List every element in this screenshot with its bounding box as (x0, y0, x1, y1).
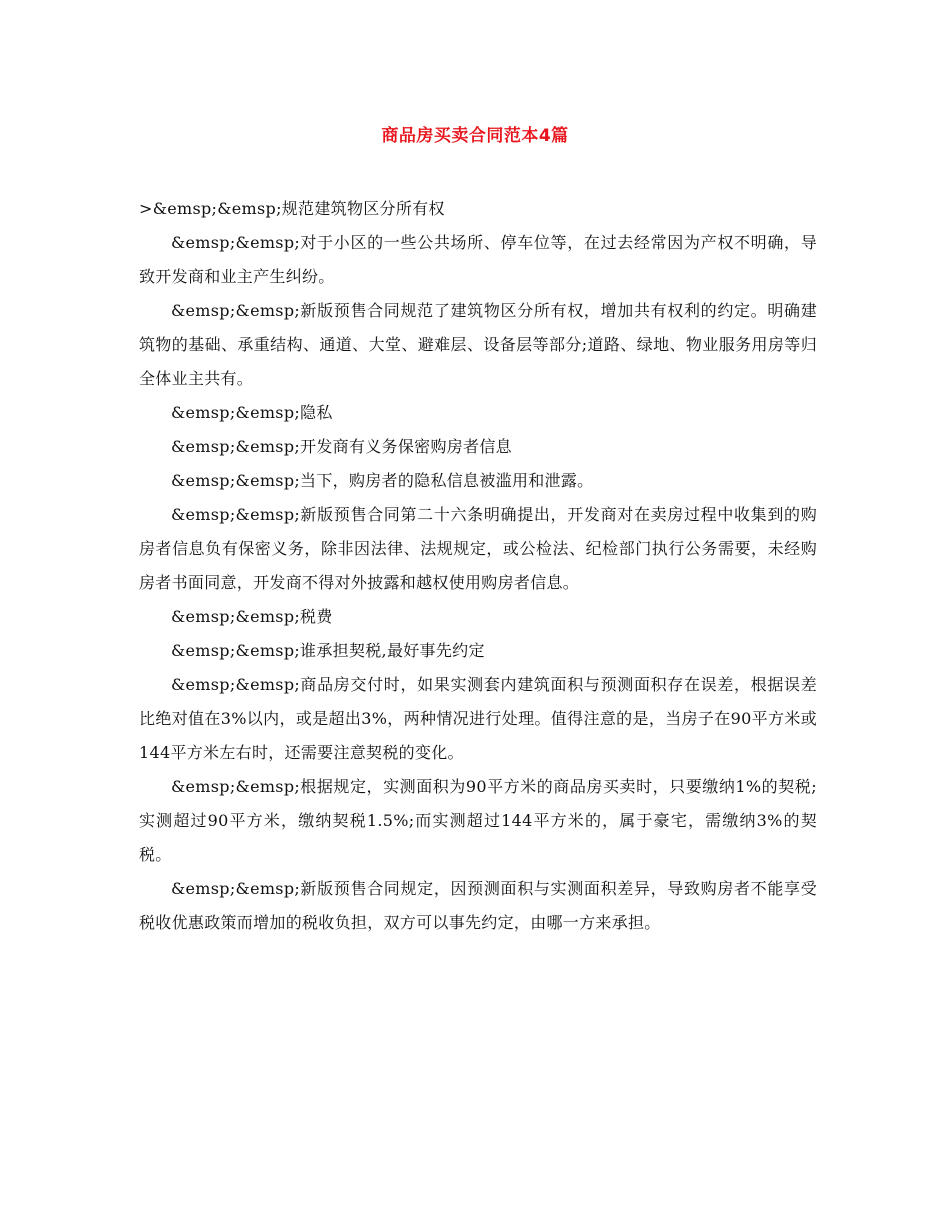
paragraph: &emsp;&emsp;对于小区的一些公共场所、停车位等，在过去经常因为产权不明确，导致开发商和业主产生纠纷。 (139, 233, 817, 286)
paragraph: >&emsp;&emsp;规范建筑物区分所有权 (139, 199, 445, 218)
document-body (139, 192, 817, 940)
paragraph: &emsp;&emsp;当下，购房者的隐私信息被滥用和泄露。 (171, 471, 594, 490)
paragraph: &emsp;&emsp;新版预售合同规定，因预测面积与实测面积差异，导致购房者不能享受税收优惠政策而增加的税收负担，双方可以事先约定，由哪一方来承担。 (139, 879, 817, 932)
paragraph: &emsp;&emsp;新版预售合同规范了建筑物区分所有权，增加共有权利的约定。明确建筑物的基础、承重结构、通道、大堂、避难层、设备层等部分;道路、绿地、物业服务用房等归全体业主共有。 (139, 301, 817, 388)
paragraph: &emsp;&emsp;商品房交付时，如果实测套内建筑面积与预测面积存在误差，根据误差比绝对值在3%以内，或是超出3%，两种情况进行处理。值得注意的是，当房子在90平方米或144平方米左右时，还需要注意契税的变化。 (139, 675, 817, 762)
paragraph: &emsp;&emsp;新版预售合同第二十六条明确提出，开发商对在卖房过程中收集到的购房者信息负有保密义务，除非因法律、法规规定，或公检法、纪检部门执行公务需要，未经购房者书面同意，开发商不得对外披露和越权使用购房者信息。 (139, 505, 817, 592)
document-title: 商品房买卖合同范本4篇 (381, 126, 569, 146)
paragraph: &emsp;&emsp;根据规定，实测面积为90平方米的商品房买卖时，只要缴纳1%的契税;实测超过90平方米，缴纳契税1.5%;而实测超过144平方米的，属于豪宅，需缴纳3%的契税。 (139, 777, 817, 864)
paragraph: &emsp;&emsp;隐私 (171, 403, 333, 422)
paragraph: &emsp;&emsp;谁承担契税,最好事先约定 (171, 641, 485, 660)
paragraph: &emsp;&emsp;税费 (171, 607, 333, 626)
paragraph: &emsp;&emsp;开发商有义务保密购房者信息 (171, 437, 512, 456)
